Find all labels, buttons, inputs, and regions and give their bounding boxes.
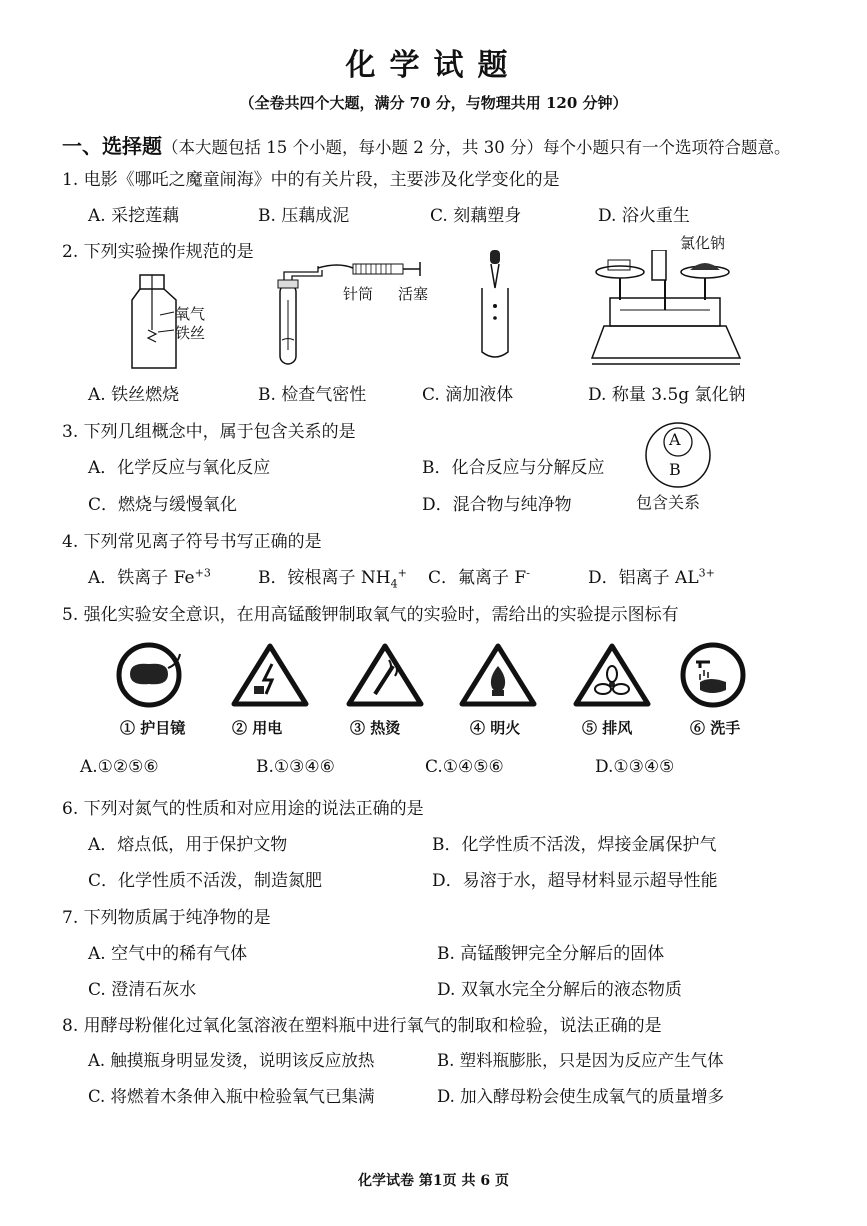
icon-label-fan: ⑤ 排风 bbox=[582, 719, 633, 737]
label-iron-wire: 铁丝 bbox=[175, 324, 206, 342]
label-syringe: 针筒 bbox=[343, 285, 374, 303]
page-subtitle: （全卷共四个大题，满分 70 分，与物理共用 120 分钟） bbox=[239, 94, 628, 112]
question-6 bbox=[62, 794, 424, 819]
diagram-label-a: A bbox=[669, 430, 681, 449]
icon-label-goggles: ① 护目镜 bbox=[120, 719, 186, 737]
question-stem: 下列物质属于纯净物的是 bbox=[83, 908, 271, 928]
page-footer: 化学试卷 第1页 共 6 页 bbox=[358, 1173, 509, 1189]
question-stem: 下列几组概念中，属于包含关系的是 bbox=[83, 422, 356, 442]
question-stem: 强化实验安全意识，在用高锰酸钾制取氧气的实验时，需给出的实验提示图标有 bbox=[83, 605, 679, 625]
option-6b: B．化学性质不活泼，焊接金属保护气 bbox=[432, 835, 717, 855]
option-6c: C．化学性质不活泼，制造氮肥 bbox=[88, 871, 323, 891]
option-7c: C. 澄清石灰水 bbox=[88, 980, 197, 1000]
question-stem: 用酵母粉催化过氧化氢溶液在塑料瓶中进行氧气的制取和检验，说法正确的是 bbox=[83, 1016, 662, 1036]
question-number: 3. bbox=[62, 422, 79, 442]
question-2 bbox=[62, 237, 254, 262]
question-stem: 电影《哪吒之魔童闹海》中的有关片段，主要涉及化学变化的是 bbox=[83, 170, 560, 190]
option-6a: A．熔点低，用于保护文物 bbox=[88, 835, 288, 855]
option-2a: A. 铁丝燃烧 bbox=[88, 385, 180, 405]
diagram-label-b: B bbox=[669, 460, 681, 479]
diagram-caption: 包含关系 bbox=[636, 493, 701, 512]
goggles-icon bbox=[110, 642, 188, 708]
question-stem: 下列常见离子符号书写正确的是 bbox=[83, 532, 322, 552]
option-8c: C. 将燃着木条伸入瓶中检验氧气已集满 bbox=[88, 1087, 375, 1106]
question-3 bbox=[62, 417, 356, 442]
section-note: （本大题包括 15 个小题，每小题 2 分，共 30 分）每个小题只有一个选项符合题意。 bbox=[162, 138, 791, 157]
option-7a: A. 空气中的稀有气体 bbox=[88, 944, 248, 964]
page-title: 化学试题 bbox=[345, 48, 522, 83]
option-5d: D.①③④⑤ bbox=[595, 757, 675, 777]
option-5a: A.①②⑤⑥ bbox=[80, 757, 159, 777]
question-number: 4. bbox=[62, 532, 79, 552]
option-6d: D．易溶于水，超导材料显示超导性能 bbox=[432, 871, 718, 891]
icon-label-electricity: ② 用电 bbox=[232, 719, 283, 737]
option-2c: C. 滴加液体 bbox=[422, 385, 514, 405]
balance-scale-figure bbox=[590, 250, 750, 370]
dropper-tube-figure bbox=[470, 248, 520, 363]
question-1 bbox=[62, 165, 560, 190]
question-4 bbox=[62, 527, 322, 552]
ventilation-fan-icon bbox=[572, 642, 652, 708]
question-number: 2. bbox=[62, 242, 79, 262]
option-8d: D. 加入酵母粉会使生成氧气的质量增多 bbox=[437, 1087, 725, 1106]
option-8b: B. 塑料瓶膨胀，只是因为反应产生气体 bbox=[437, 1051, 724, 1070]
question-7 bbox=[62, 903, 271, 928]
hot-surface-icon bbox=[345, 642, 425, 708]
option-3a: A．化学反应与氧化反应 bbox=[88, 458, 271, 478]
airtightness-syringe-figure bbox=[258, 260, 428, 370]
icon-label-flame: ④ 明火 bbox=[470, 719, 521, 737]
option-2b: B. 检查气密性 bbox=[258, 385, 367, 405]
label-oxygen: 氧气 bbox=[175, 305, 206, 323]
section-title: 一、选择题 bbox=[62, 134, 162, 158]
question-number: 7. bbox=[62, 908, 79, 928]
question-5 bbox=[62, 600, 679, 625]
option-4c: C．氟离子 F- bbox=[428, 566, 530, 588]
question-8 bbox=[62, 1011, 662, 1036]
option-3c: C．燃烧与缓慢氧化 bbox=[88, 495, 238, 515]
question-number: 6. bbox=[62, 799, 79, 819]
option-8a: A. 触摸瓶身明显发烫，说明该反应放热 bbox=[88, 1051, 375, 1070]
option-1d: D. 浴火重生 bbox=[598, 206, 690, 226]
open-flame-icon bbox=[458, 642, 538, 708]
option-5b: B.①③④⑥ bbox=[256, 757, 335, 777]
question-number: 5. bbox=[62, 605, 79, 625]
icon-label-hot: ③ 热烫 bbox=[350, 719, 401, 737]
electricity-icon bbox=[230, 642, 310, 708]
option-4a: A．铁离子 $Fe^{+3}$ bbox=[88, 566, 211, 588]
option-4d: D．铝离子 $AL^{3+}$ bbox=[588, 566, 715, 588]
question-number: 8. bbox=[62, 1016, 79, 1036]
icon-label-wash: ⑥ 洗手 bbox=[690, 719, 741, 737]
option-1b: B. 压藕成泥 bbox=[258, 206, 350, 226]
option-4b: B．铵根离子 $NH_4^+$ bbox=[258, 566, 407, 591]
question-number: 1. bbox=[62, 170, 79, 190]
label-nacl: 氯化钠 bbox=[680, 234, 726, 252]
section-heading bbox=[62, 130, 790, 159]
option-7d: D. 双氧水完全分解后的液态物质 bbox=[437, 980, 682, 1000]
option-1a: A. 采挖莲藕 bbox=[88, 206, 180, 226]
option-3d: D．混合物与纯净物 bbox=[422, 495, 572, 515]
option-1c: C. 刻藕塑身 bbox=[430, 206, 522, 226]
question-stem: 下列对氮气的性质和对应用途的说法正确的是 bbox=[83, 799, 424, 819]
hand-washing-icon bbox=[678, 642, 748, 708]
option-3b: B．化合反应与分解反应 bbox=[422, 458, 605, 478]
question-stem: 下列实验操作规范的是 bbox=[83, 242, 254, 262]
option-7b: B. 高锰酸钾完全分解后的固体 bbox=[437, 944, 665, 964]
option-5c: C.①④⑤⑥ bbox=[425, 757, 504, 777]
option-2d: D. 称量 3.5g 氯化钠 bbox=[588, 385, 746, 405]
label-plunger: 活塞 bbox=[398, 285, 429, 303]
